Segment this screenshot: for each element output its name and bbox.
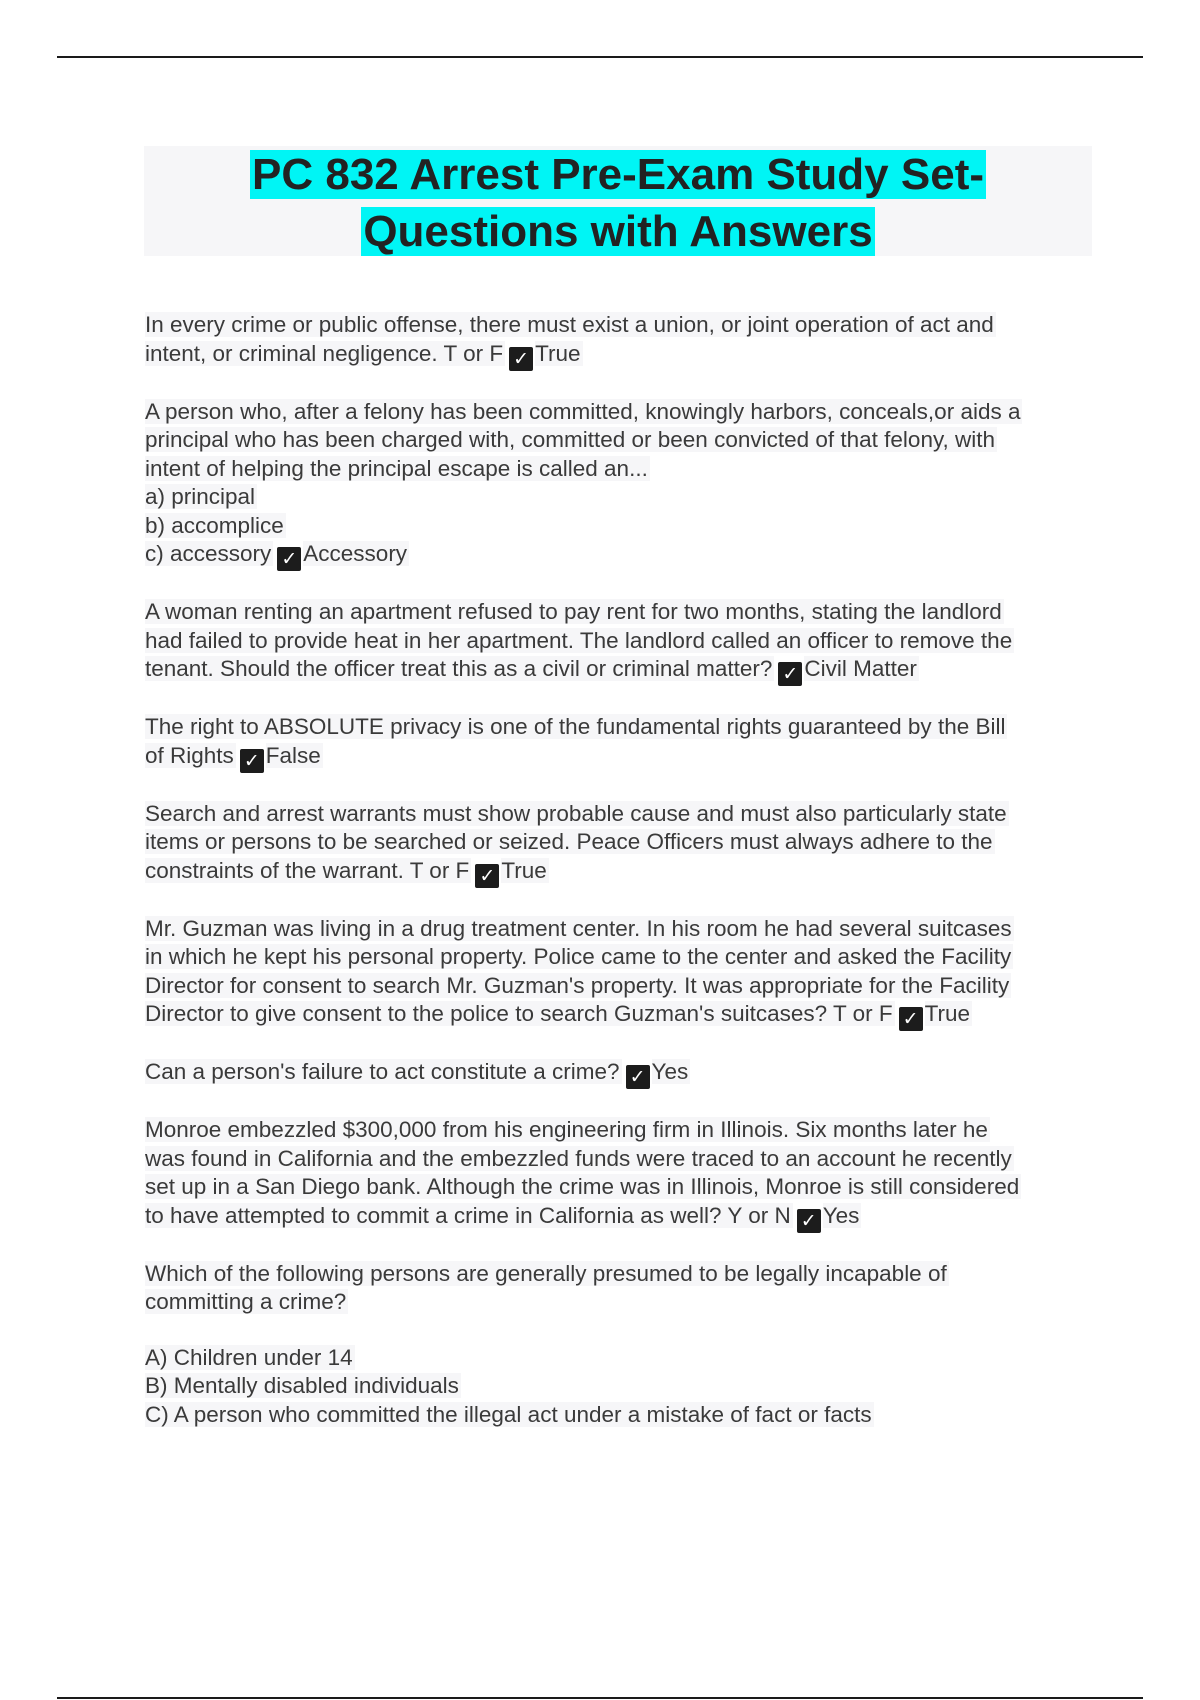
option-item: A) Children under 14 [145,1344,353,1370]
answer-text: False [265,742,321,768]
question-text [145,311,1095,371]
question-line: to have attempted to commit a crime in California as well? Y or N [145,1202,791,1228]
check-mark-icon: ✓ [797,1209,821,1233]
question-text [145,398,1095,572]
question-line: set up in a San Diego bank. Although the crime was in Illinois, Monroe is still considered [145,1174,1020,1199]
answer-text: Accessory [303,541,408,566]
question-text [145,915,1095,1032]
qa-item [145,800,1095,888]
question-text [145,598,1095,686]
check-mark-icon: ✓ [475,864,499,888]
qa-item [145,398,1095,572]
qa-item-last [145,1260,1095,1430]
question-line: b) accomplice [145,512,284,538]
answer-text: True [924,1001,971,1026]
question-line: Search and arrest warrants must show probable cause and must also particularly state [145,800,1007,826]
bottom-rule [57,1697,1143,1699]
answer-text: True [501,857,547,883]
question-text [145,1260,1095,1317]
title-box [144,146,1092,256]
top-rule [57,56,1143,58]
question-line: items or persons to be searched or seized. Peace Officers must always adhere to the [145,829,993,854]
qa-item [145,1058,1095,1089]
title-line-2: Questions with Answers [363,207,873,256]
qa-item [145,915,1095,1032]
answer-text: Civil Matter [804,656,917,681]
question-text [145,713,1095,773]
question-line: A woman renting an apartment refused to pay rent for two months, stating the landlord [145,599,1002,624]
question-line: principal who has been charged with, committed or been convicted of that felony, with [145,427,996,452]
check-mark-icon: ✓ [899,1007,923,1031]
question-line: had failed to provide heat in her apartment. The landlord called an officer to remove the [145,627,1013,653]
question-line: The right to ABSOLUTE privacy is one of the fundamental rights guaranteed by the Bill [145,714,1006,739]
qa-item [145,1116,1095,1233]
question-line: Monroe embezzled $300,000 from his engineering firm in Illinois. Six months later he [145,1117,988,1142]
question-line: Mr. Guzman was living in a drug treatment center. In his room he had several suitcases [145,915,1012,941]
qa-list [145,311,1095,1456]
question-line: Which of the following persons are generally presumed to be legally incapable of [145,1260,947,1286]
question-line: A person who, after a felony has been committed, knowingly harbors, conceals,or aids a [145,398,1021,424]
answer-text: Yes [651,1059,689,1084]
title-line-1: PC 832 Arrest Pre-Exam Study Set- [252,150,984,199]
answer-text: Yes [822,1202,860,1228]
question-line: of Rights [145,742,234,768]
qa-item [145,311,1095,371]
question-line: constraints of the warrant. T or F [145,857,470,883]
question-line: In every crime or public offense, there must exist a union, or joint operation of act and [145,312,994,337]
check-mark-icon: ✓ [509,347,533,371]
question-line: was found in California and the embezzled funds were traced to an account he recently [145,1145,1012,1171]
question-line: tenant. Should the officer treat this as a civil or criminal matter? [145,656,773,681]
option-item: C) A person who committed the illegal act under a mistake of fact or facts [145,1401,872,1427]
question-line: committing a crime? [145,1289,347,1314]
question-line: Director for consent to search Mr. Guzman's property. It was appropriate for the Facility [145,972,1010,998]
check-mark-icon: ✓ [277,547,301,571]
page-title [144,146,1092,260]
question-line: intent, or criminal negligence. T or F [145,340,504,366]
question-line: Can a person's failure to act constitute a crime? [145,1059,620,1084]
question-line: a) principal [145,484,256,509]
question-line: intent of helping the principal escape is called an... [145,455,648,481]
check-mark-icon: ✓ [778,662,802,686]
check-mark-icon: ✓ [626,1065,650,1089]
option-item: B) Mentally disabled individuals [145,1373,459,1398]
qa-item [145,713,1095,773]
question-text [145,1058,1095,1089]
question-line: in which he kept his personal property. Police came to the center and asked the Facility [145,944,1012,969]
options-list [145,1344,1095,1430]
question-text [145,800,1095,888]
answer-text: True [535,340,581,366]
qa-item [145,598,1095,686]
question-line: Director to give consent to the police to search Guzman's suitcases? T or F [145,1001,893,1026]
question-line: c) accessory [145,541,272,566]
question-text [145,1116,1095,1233]
check-mark-icon: ✓ [240,749,264,773]
